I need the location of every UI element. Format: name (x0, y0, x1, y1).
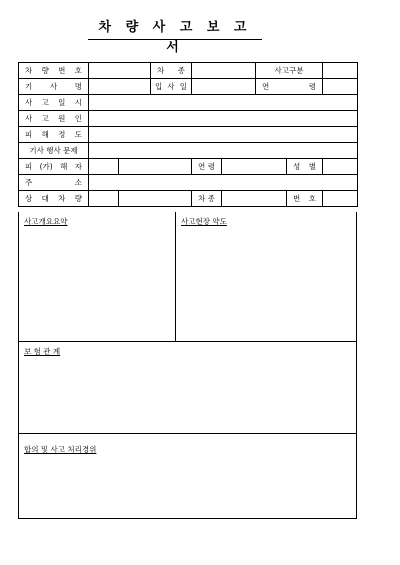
label-gender: 성 별 (287, 159, 323, 175)
field-gender[interactable] (323, 159, 358, 175)
row-perpetrator (19, 159, 358, 175)
label-driver-behavior: 기사 행사 문제 (19, 143, 89, 159)
field-accident-cause[interactable] (89, 111, 358, 127)
label-car-type: 차 종 (151, 63, 192, 79)
label-car-type2: 차 종 (192, 191, 222, 207)
label-other-vehicle: 상 대 차 량 (19, 191, 89, 207)
field-car-type[interactable] (192, 63, 256, 79)
row-accident-datetime (19, 95, 358, 111)
field-vehicle-no[interactable] (89, 63, 151, 79)
label-damage-level: 피 해 정 도 (19, 127, 89, 143)
field-accident-datetime[interactable] (89, 95, 358, 111)
label-age2: 연 령 (192, 159, 222, 175)
row-address (19, 175, 358, 191)
field-other-vehicle-b[interactable] (119, 191, 192, 207)
label-address: 주 소 (19, 175, 89, 191)
field-driver[interactable] (89, 79, 151, 95)
row-vehicle-no (19, 63, 358, 79)
label-join-date: 입 사 일 (151, 79, 192, 95)
label-accident-type: 사고구분 (256, 63, 323, 79)
insurance-box[interactable] (18, 342, 357, 434)
sketch-heading: 사고현장 약도 (181, 217, 227, 226)
label-number: 번 호 (287, 191, 323, 207)
field-age[interactable] (323, 79, 358, 95)
field-perpetrator-b[interactable] (119, 159, 192, 175)
field-perpetrator-a[interactable] (89, 159, 119, 175)
accident-info-table (18, 62, 358, 207)
row-other-vehicle (19, 191, 358, 207)
row-damage-level (19, 127, 358, 143)
label-age: 연 령 (256, 79, 323, 95)
label-accident-cause: 사 고 원 인 (19, 111, 89, 127)
label-vehicle-no: 차 량 번 호 (19, 63, 89, 79)
field-damage-level[interactable] (89, 127, 358, 143)
sketch-area[interactable] (176, 212, 356, 341)
field-join-date[interactable] (192, 79, 256, 95)
row-driver-behavior (19, 143, 358, 159)
field-car-type2[interactable] (222, 191, 287, 207)
label-perpetrator: 피 (가) 해 자 (19, 159, 89, 175)
label-driver: 기 사 명 (19, 79, 89, 95)
report-title: 차 량 사 고 보 고 서 (88, 18, 262, 40)
summary-heading: 사고개요요약 (24, 217, 68, 226)
summary-area[interactable] (19, 212, 176, 341)
field-address[interactable] (89, 175, 358, 191)
label-accident-datetime: 사 고 일 시 (19, 95, 89, 111)
insurance-heading: 보 험 관 계 (24, 347, 61, 356)
field-number[interactable] (323, 191, 358, 207)
row-accident-cause (19, 111, 358, 127)
field-accident-type[interactable] (323, 63, 358, 79)
row-driver (19, 79, 358, 95)
field-other-vehicle-a[interactable] (89, 191, 119, 207)
settlement-box[interactable] (18, 434, 357, 519)
summary-sketch-box (18, 212, 357, 342)
field-age2[interactable] (222, 159, 287, 175)
field-driver-behavior[interactable] (89, 143, 358, 159)
settlement-heading: 합의 및 사고 처리경위 (24, 445, 97, 454)
